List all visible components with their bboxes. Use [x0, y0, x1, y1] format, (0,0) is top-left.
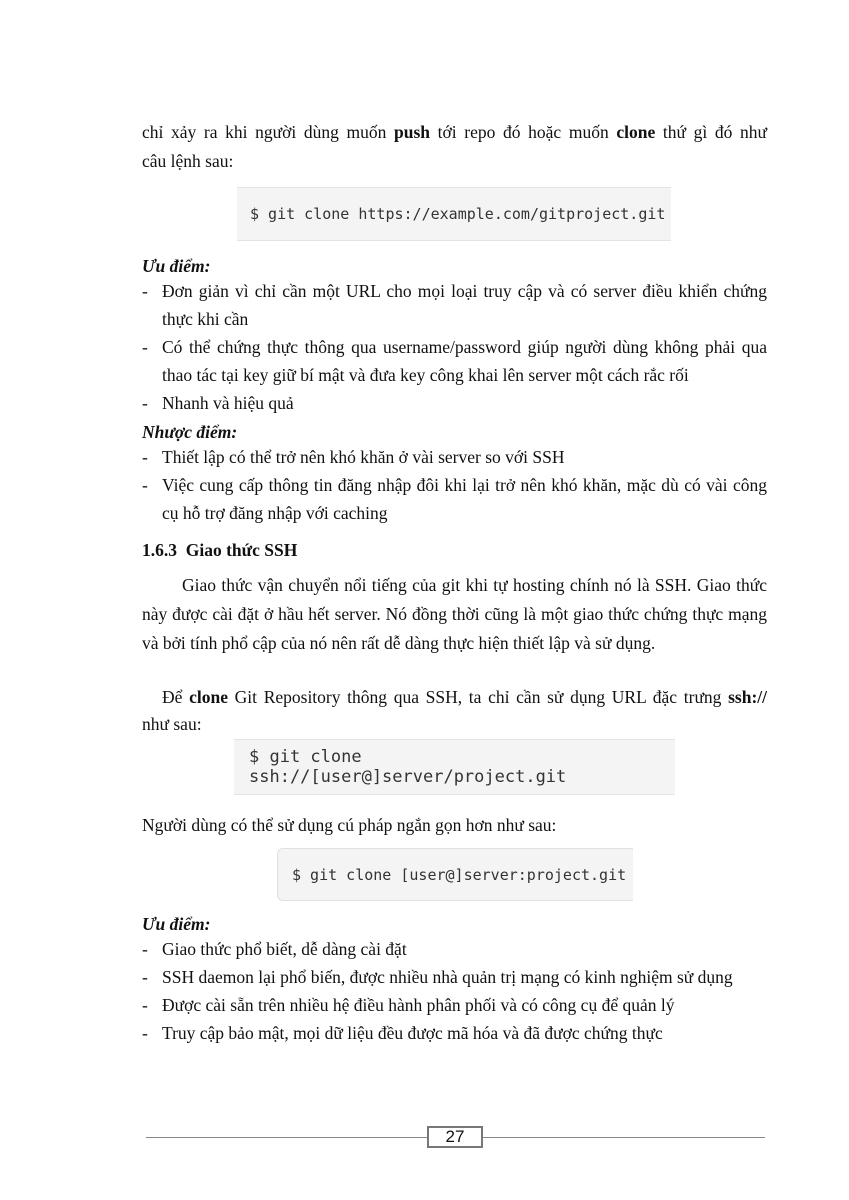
- pros-list: [142, 277, 767, 417]
- list-item: - SSH daemon lại phổ biến, được nhiều nhà quản trị mạng có kinh nghiệm sử dụng: [142, 963, 767, 991]
- list-item: - Truy cập bảo mật, mọi dữ liệu đều được mã hóa và đã được chứng thực: [142, 1019, 767, 1047]
- intro-text-c: thứ gì đó như: [655, 122, 767, 142]
- clone-line-2: như sau:: [142, 714, 202, 734]
- code-block-https: [237, 187, 671, 241]
- ssh-keyword: ssh://: [728, 687, 768, 707]
- ssh-pros-heading: Ưu điểm:: [142, 914, 211, 934]
- intro-text-a: chỉ xảy ra khi người dùng muốn: [142, 122, 395, 142]
- code-text: $ git clone ssh://[user@]server/project.git: [249, 747, 567, 787]
- pros-heading: Ưu điểm:: [142, 256, 211, 276]
- intro-line-2: câu lệnh sau:: [142, 151, 234, 171]
- clone-keyword: clone: [616, 122, 656, 142]
- clone-keyword: clone: [189, 687, 228, 707]
- clone-text-a: Để: [162, 687, 190, 707]
- page-number: 27: [427, 1126, 483, 1148]
- footer-rule-left: [146, 1137, 427, 1138]
- list-item: - Được cài sẵn trên nhiều hệ điều hành phân phối và có công cụ để quản lý: [142, 991, 767, 1019]
- code-block-ssh-short: [277, 848, 633, 901]
- clone-line-1: [142, 683, 767, 712]
- code-text: $ git clone [user@]server:project.git: [292, 865, 627, 884]
- footer-rule-right: [483, 1137, 765, 1138]
- code-block-ssh: [234, 739, 675, 795]
- ssh-paragraph: Giao thức vận chuyển nổi tiếng của git khi tự hosting chính nó là SSH. Giao thức này được cài đặt ở hầu hết server. Nó đồng thời cũng là một giao thức chứng thực mạng và bởi tính phổ cập của nó nên rất dễ dàng thực hiện thiết lập và sử dụng.: [142, 575, 767, 653]
- list-item: - Việc cung cấp thông tin đăng nhập đôi khi lại trở nên khó khăn, mặc dù có vài công cụ hỗ trợ đăng nhập với caching: [142, 471, 767, 527]
- clone-text-b: Git Repository thông qua SSH, ta chỉ cần sử dụng URL đặc trưng: [227, 687, 729, 707]
- section-heading: [142, 538, 297, 562]
- push-keyword: push: [394, 122, 431, 142]
- intro-text-b: tới repo đó hoặc muốn: [430, 122, 617, 142]
- list-item: - Nhanh và hiệu quả: [142, 389, 767, 417]
- list-item: - Thiết lập có thể trở nên khó khăn ở vài server so với SSH: [142, 443, 767, 471]
- cons-list: [142, 443, 767, 527]
- short-syntax-text: Người dùng có thể sử dụng cú pháp ngắn gọn hơn như sau:: [142, 815, 557, 835]
- list-item: - Đơn giản vì chỉ cần một URL cho mọi loại truy cập và có server điều khiển chứng thực khi cần: [142, 277, 767, 333]
- section-number: 1.6.3: [142, 540, 177, 560]
- code-text: $ git clone https://example.com/gitproject.git: [250, 205, 666, 223]
- list-item: - Giao thức phổ biết, dễ dàng cài đặt: [142, 935, 767, 963]
- list-item: - Có thể chứng thực thông qua username/password giúp người dùng không phải qua thao tác tại key giữ bí mật và đưa key công khai lên server một cách rắc rối: [142, 333, 767, 389]
- intro-line-1: [142, 118, 767, 147]
- cons-heading: Nhược điểm:: [142, 422, 238, 442]
- ssh-pros-list: [142, 935, 767, 1047]
- section-title: Giao thức SSH: [185, 540, 298, 560]
